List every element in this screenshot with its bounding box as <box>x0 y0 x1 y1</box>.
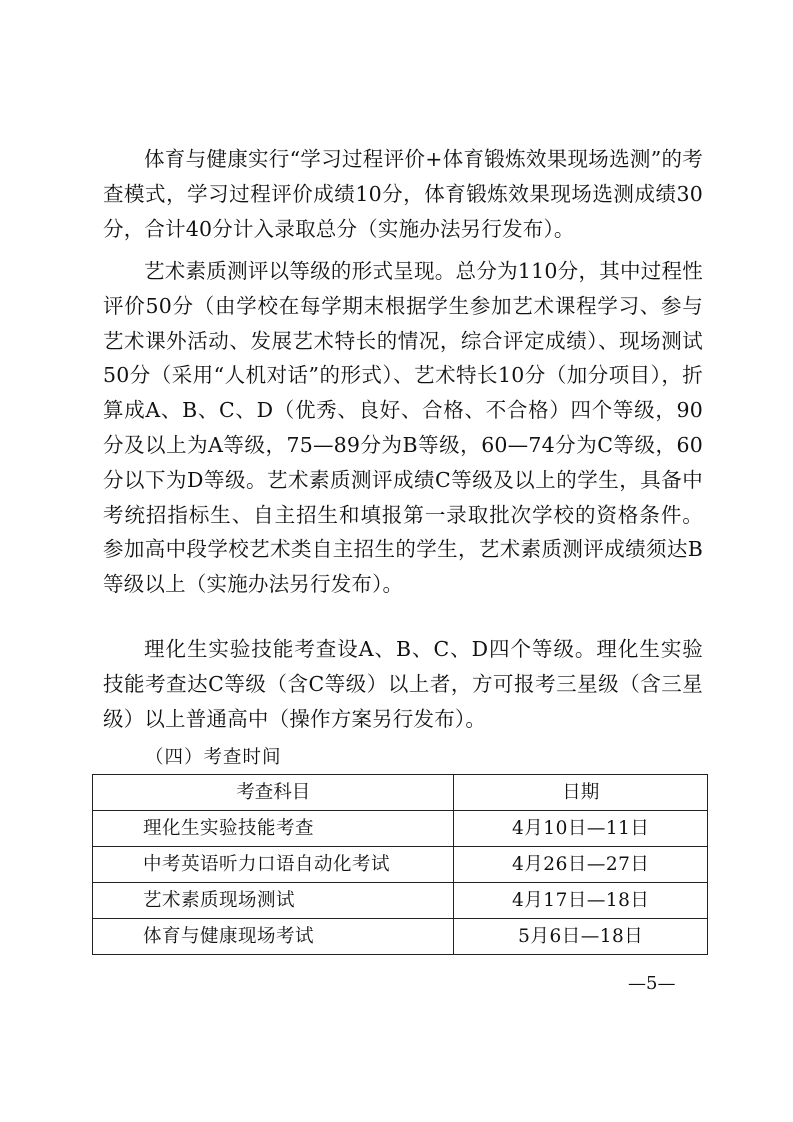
cell-subject: 艺术素质现场测试 <box>93 883 454 919</box>
section-heading-exam-time: （四）考查时间 <box>145 747 282 768</box>
cell-date: 4月17日—18日 <box>454 883 708 919</box>
cell-subject: 体育与健康现场考试 <box>93 919 454 955</box>
cell-date: 5月6日—18日 <box>454 919 708 955</box>
cell-date: 4月10日—11日 <box>454 811 708 847</box>
page-number: —5— <box>628 973 676 994</box>
header-subject: 考查科目 <box>93 775 454 811</box>
header-date: 日期 <box>454 775 708 811</box>
table-row <box>93 919 708 955</box>
table-row <box>93 811 708 847</box>
cell-subject: 中考英语听力口语自动化考试 <box>93 847 454 883</box>
paragraph-lab-skills: 理化生实验技能考查设A、B、C、D四个等级。理化生实验技能考查达C等级（含C等级）以上者，方可报考三星级（含三星级）以上普通高中（操作方案另行发布）。 <box>103 637 703 731</box>
table-header-row <box>93 775 708 811</box>
table-row <box>93 847 708 883</box>
cell-date: 4月26日—27日 <box>454 847 708 883</box>
exam-schedule-table <box>92 774 708 955</box>
cell-subject: 理化生实验技能考查 <box>93 811 454 847</box>
table-row <box>93 883 708 919</box>
paragraph-pe-health: 体育与健康实行“学习过程评价+体育锻炼效果现场选测”的考查模式，学习过程评价成绩10分，体育锻炼效果现场选测成绩30分，合计40分计入录取总分（实施办法另行发布）。 <box>103 147 703 241</box>
paragraph-art-assessment: 艺术素质测评以等级的形式呈现。总分为110分，其中过程性评价50分（由学校在每学期末根据学生参加艺术课程学习、参与艺术课外活动、发展艺术特长的情况，综合评定成绩）、现场测试50分（采用“人机对话”的形式）、艺术特长10分（加分项目），折算成A、B、C、D（优秀、良好、合格、不合格）四个等级，90分及以上为A等级，75—89分为B等级，60—74分为C等级，60分以下为D等级。艺术素质测评成绩C等级及以上的学生，具备中考统招指标生、自主招生和填报第一录取批次学校的资格条件。参加高中段学校艺术类自主招生的学生，艺术素质测评成绩须达B等级以上（实施办法另行发布）。 <box>103 259 703 597</box>
